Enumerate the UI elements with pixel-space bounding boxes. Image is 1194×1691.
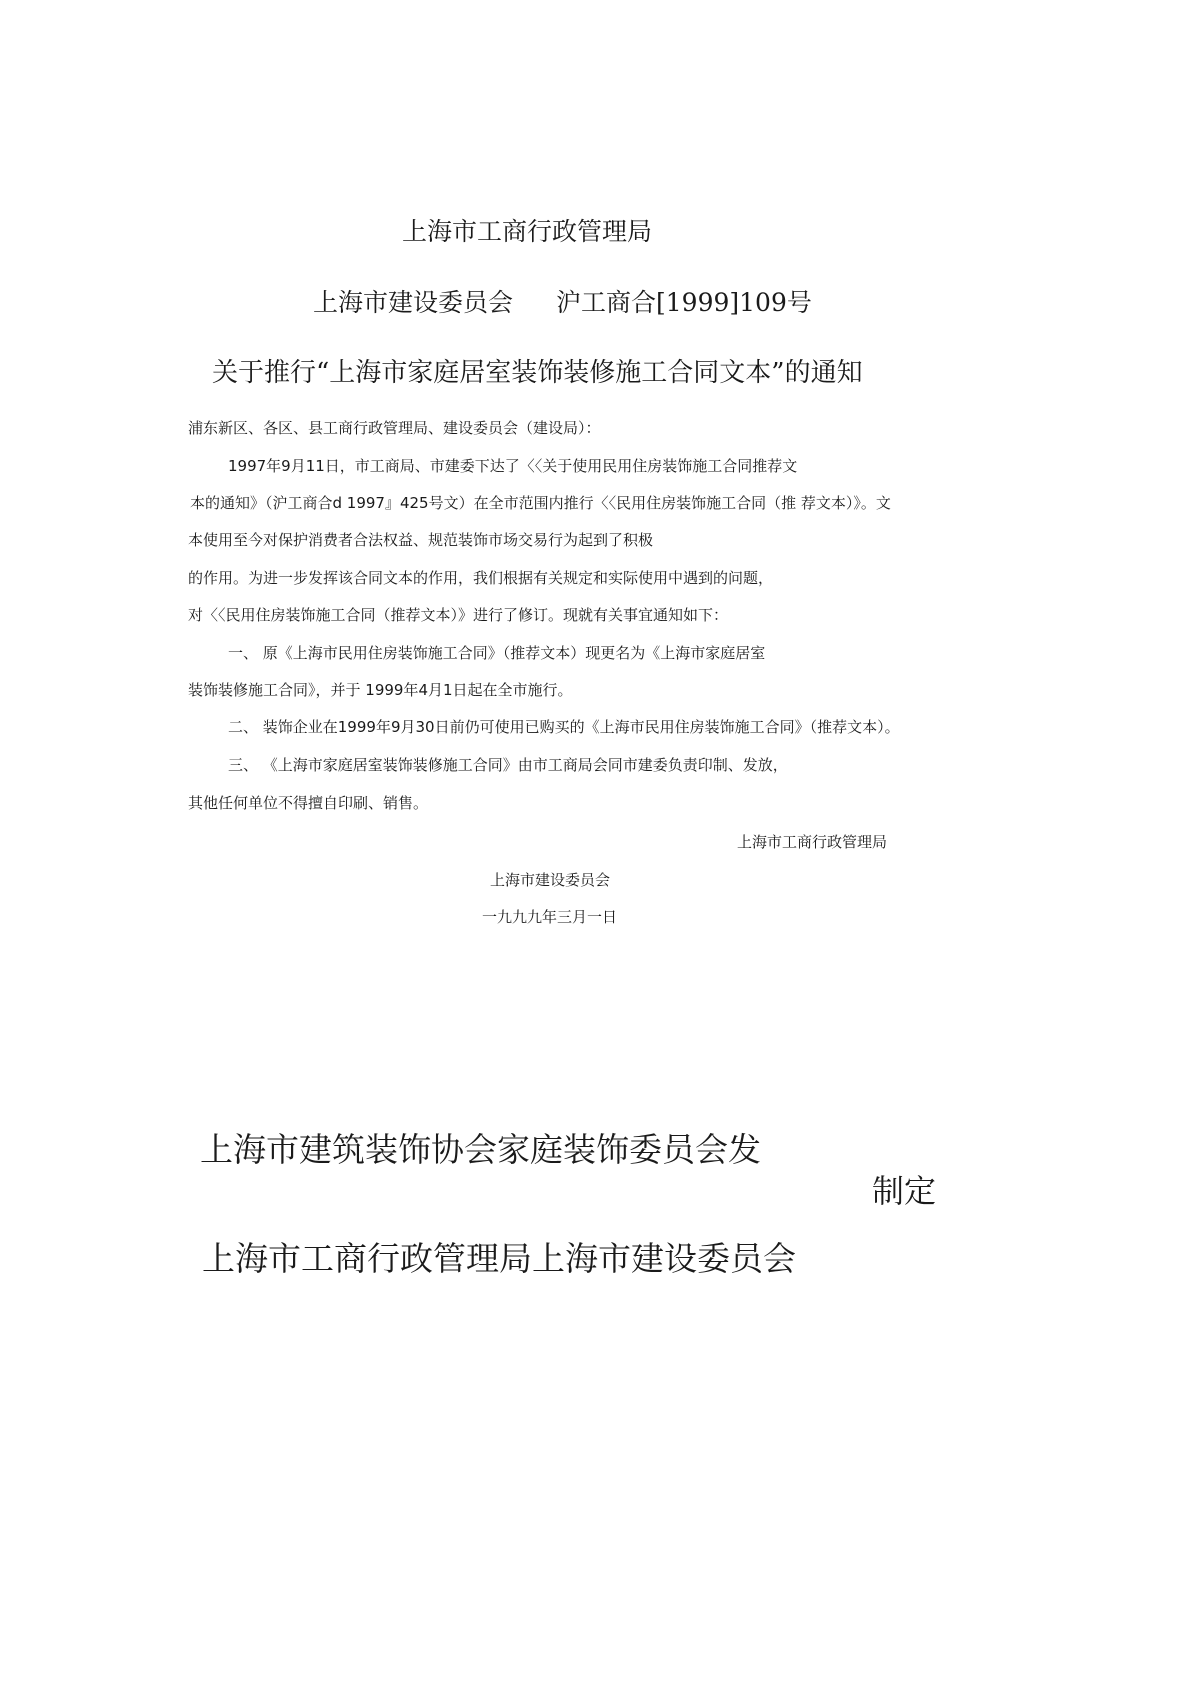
- paragraph-line: 本使用至今对保护消费者合法权益、规范装饰市场交易行为起到了积极: [188, 531, 654, 549]
- list-item-3: 三、 《上海市家庭居室装饰装修施工合同》由市工商局会同市建委负责印制、发放，: [228, 756, 788, 774]
- list-item-1: 一、 原《上海市民用住房装饰施工合同》（推荐文本）现更名为《上海市家庭居室: [228, 644, 766, 662]
- issuer-line: 上海市建筑装饰协会家庭装饰委员会发: [200, 1130, 761, 1169]
- list-item-2: 二、 装饰企业在1999年9月30日前仍可使用已购买的《上海市民用住房装饰施工合同》（推荐文本）。: [228, 718, 900, 736]
- signature-date: 一九九九年三月一日: [482, 908, 618, 926]
- notice-title: 关于推行“上海市家庭居室装饰装修施工合同文本”的通知: [212, 358, 863, 388]
- agency-name-construction: 上海市建设委员会: [313, 288, 514, 317]
- paragraph-line: 的作用。为进一步发挥该合同文本的作用，我们根据有关规定和实际使用中遇到的问题，: [188, 569, 774, 587]
- signature-org-commerce: 上海市工商行政管理局: [737, 833, 888, 851]
- paragraph-line: 1997年9月11日，市工商局、市建委下达了〈〈关于使用民用住房装饰施工合同推荐文: [228, 457, 798, 475]
- agency-name-commerce: 上海市工商行政管理局: [402, 217, 653, 246]
- paragraph-line: 本的通知》（沪工商合d 1997』425号文）在全市范围内推行〈〈民用住房装饰施工合同（推 荐文本）》。文: [190, 494, 891, 512]
- list-item-3-continued: 其他任何单位不得擅自印刷、销售。: [188, 794, 429, 812]
- signature-org-construction: 上海市建设委员会: [490, 871, 611, 889]
- made-label: 制定: [872, 1172, 937, 1210]
- paragraph-line: 对〈〈民用住房装饰施工合同（推荐文本）》进行了修订。现就有关事宜通知如下：: [188, 606, 729, 624]
- salutation: 浦东新区、各区、县工商行政管理局、建设委员会（建设局）：: [188, 419, 601, 437]
- agencies-line: 上海市工商行政管理局上海市建设委员会: [202, 1239, 796, 1278]
- list-item-1-continued: 装饰装修施工合同》，并于 1999年4月1日起在全市施行。: [188, 681, 573, 699]
- document-number: 沪工商合[1999]109号: [556, 288, 812, 317]
